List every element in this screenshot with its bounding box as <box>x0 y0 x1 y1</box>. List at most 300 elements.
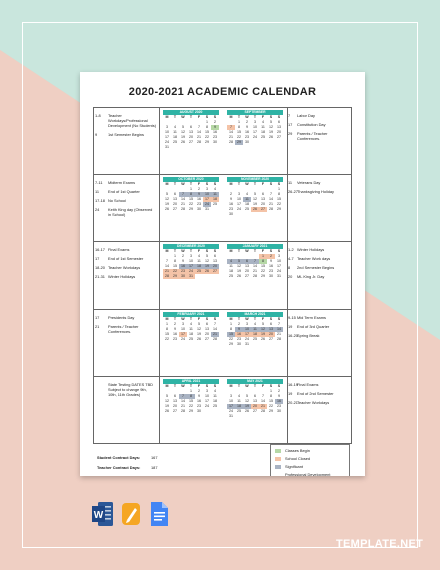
calendar-day[interactable]: 11 <box>189 326 193 331</box>
calendar-day[interactable]: 2 <box>246 120 248 124</box>
calendar-day[interactable]: 5 <box>270 120 272 124</box>
calendar-day[interactable]: 13 <box>269 326 273 331</box>
calendar-day[interactable]: 31 <box>165 145 169 149</box>
calendar-day[interactable]: 6 <box>254 393 256 398</box>
brand-logo[interactable]: TEMPLATE.NET <box>336 538 424 550</box>
calendar-day[interactable]: 19 <box>269 130 273 134</box>
calendar-day[interactable]: 7 <box>214 321 216 326</box>
calendar-day[interactable]: 20 <box>173 403 177 408</box>
calendar-day[interactable]: 28 <box>261 408 265 413</box>
calendar-day[interactable]: 5 <box>246 393 248 398</box>
calendar-day[interactable]: 7 <box>270 192 272 197</box>
calendar-day[interactable]: 8 <box>187 394 195 399</box>
calendar-day[interactable]: 9 <box>235 327 243 332</box>
calendar-day[interactable]: 1 <box>259 254 267 259</box>
calendar-day[interactable]: 29 <box>277 207 281 212</box>
calendar-day[interactable]: 24 <box>277 269 281 274</box>
calendar-day[interactable]: 30 <box>237 341 241 346</box>
calendar-day[interactable]: 5 <box>166 192 168 197</box>
calendar-day[interactable]: 2 <box>198 187 200 192</box>
calendar-day[interactable]: 6 <box>206 321 208 326</box>
calendar-day[interactable]: 17 <box>277 264 281 269</box>
calendar-day[interactable]: 12 <box>269 125 273 129</box>
calendar-day[interactable]: 24 <box>205 403 209 408</box>
calendar-day[interactable]: 6 <box>262 192 264 197</box>
calendar-day[interactable]: 22 <box>205 135 209 139</box>
calendar-day[interactable]: 4 <box>227 259 235 264</box>
calendar-day[interactable]: 13 <box>205 326 209 331</box>
pages-icon[interactable] <box>120 500 142 528</box>
calendar-day[interactable]: 11 <box>173 130 177 134</box>
calendar-day[interactable]: 10 <box>189 259 193 264</box>
calendar-day[interactable]: 27 <box>205 336 209 341</box>
calendar-day[interactable]: 18 <box>261 130 265 134</box>
calendar-day[interactable]: 9 <box>278 393 280 398</box>
calendar-day[interactable]: 23 <box>181 269 185 274</box>
calendar-day[interactable]: 10 <box>205 393 209 398</box>
calendar-day[interactable]: 29 <box>205 140 209 144</box>
calendar-day[interactable]: 12 <box>197 326 201 331</box>
calendar-day[interactable]: 19 <box>237 269 241 274</box>
calendar-day[interactable]: 29 <box>237 140 241 144</box>
calendar-day[interactable]: 29 <box>189 207 193 212</box>
calendar-day[interactable]: 15 <box>277 197 281 202</box>
calendar-day[interactable]: 5 <box>166 393 168 398</box>
calendar-day[interactable]: 30 <box>269 274 273 279</box>
calendar-day[interactable]: 3 <box>166 125 168 129</box>
calendar-day[interactable]: 27 <box>261 207 265 212</box>
calendar-day[interactable]: 6 <box>270 321 272 326</box>
calendar-day[interactable]: 11 <box>237 398 241 403</box>
calendar-day[interactable]: 27 <box>269 336 273 341</box>
calendar-day[interactable]: 3 <box>238 192 240 197</box>
calendar-day[interactable]: 14 <box>253 264 257 269</box>
calendar-day[interactable]: 8 <box>238 125 240 129</box>
calendar-day[interactable]: 10 <box>165 130 169 134</box>
calendar-day[interactable]: 13 <box>245 264 249 269</box>
calendar-day[interactable]: 22 <box>229 336 233 341</box>
calendar-day[interactable]: 20 <box>277 130 281 134</box>
calendar-day[interactable]: 3 <box>206 388 208 393</box>
calendar-day[interactable]: 26 <box>165 207 169 212</box>
calendar-day[interactable]: 30 <box>277 408 281 413</box>
calendar-day[interactable]: 25 <box>245 207 249 212</box>
calendar-day[interactable]: 10 <box>253 125 257 129</box>
calendar-day[interactable]: 30 <box>197 207 201 212</box>
calendar-day[interactable]: 5 <box>254 192 256 197</box>
calendar-day[interactable]: 31 <box>229 413 233 418</box>
calendar-day[interactable]: 4 <box>238 393 240 398</box>
calendar-day[interactable]: 4 <box>214 388 216 393</box>
calendar-day[interactable]: 14 <box>181 197 185 202</box>
calendar-day[interactable]: 21 <box>269 202 273 207</box>
calendar-day[interactable]: 6 <box>174 393 176 398</box>
calendar-day[interactable]: 4 <box>198 254 200 259</box>
calendar-day[interactable]: 4 <box>246 192 248 197</box>
calendar-day[interactable]: 11 <box>213 393 217 398</box>
calendar-day[interactable]: 20 <box>261 202 265 207</box>
calendar-day[interactable]: 4 <box>190 321 192 326</box>
calendar-day[interactable]: 15 <box>165 331 169 336</box>
calendar-day[interactable]: 14 <box>165 264 169 269</box>
calendar-day[interactable]: 21 <box>181 202 185 207</box>
calendar-day[interactable]: 6 <box>278 120 280 124</box>
calendar-day[interactable]: 8 <box>259 259 267 264</box>
calendar-day[interactable]: 17 <box>229 403 233 408</box>
calendar-day[interactable]: 22 <box>165 336 169 341</box>
calendar-day[interactable]: 7 <box>262 393 264 398</box>
calendar-day[interactable]: 12 <box>253 197 257 202</box>
calendar-day[interactable]: 15 <box>173 264 177 269</box>
calendar-day[interactable]: 28 <box>165 274 169 279</box>
calendar-day[interactable]: 24 <box>237 207 241 212</box>
calendar-day[interactable]: 18 <box>229 269 233 274</box>
calendar-day[interactable]: 16 <box>181 264 185 269</box>
calendar-day[interactable]: 14 <box>181 398 185 403</box>
calendar-day[interactable]: 23 <box>229 207 233 212</box>
word-icon[interactable] <box>92 500 114 528</box>
calendar-day[interactable]: 19 <box>245 403 249 408</box>
calendar-day[interactable]: 24 <box>181 336 185 341</box>
calendar-day[interactable]: 29 <box>189 408 193 413</box>
calendar-day[interactable]: 23 <box>269 269 273 274</box>
calendar-day[interactable]: 25 <box>213 403 217 408</box>
calendar-day[interactable]: 19 <box>253 202 257 207</box>
calendar-day[interactable]: 10 <box>181 326 185 331</box>
calendar-day[interactable]: 27 <box>253 408 257 413</box>
calendar-day[interactable]: 1 <box>206 120 208 124</box>
calendar-day[interactable]: 4 <box>262 120 264 124</box>
calendar-day[interactable]: 21 <box>253 269 257 274</box>
calendar-day[interactable]: 10 <box>245 326 249 331</box>
calendar-day[interactable]: 24 <box>165 140 169 144</box>
calendar-day[interactable]: 18 <box>213 197 217 202</box>
calendar-day[interactable]: 9 <box>182 259 184 264</box>
calendar-day[interactable]: 20 <box>253 403 257 408</box>
calendar-day[interactable]: 13 <box>173 398 177 403</box>
calendar-day[interactable]: 22 <box>237 135 241 139</box>
calendar-day[interactable]: 20 <box>189 135 193 139</box>
calendar-day[interactable]: 16 <box>173 331 177 336</box>
calendar-day[interactable]: 26 <box>237 274 241 279</box>
calendar-day[interactable]: 1 <box>270 388 272 393</box>
calendar-day[interactable]: 21 <box>165 269 169 274</box>
calendar-day[interactable]: 29 <box>229 341 233 346</box>
calendar-day[interactable]: 14 <box>213 326 217 331</box>
calendar-day[interactable]: 2 <box>174 321 176 326</box>
calendar-day[interactable]: 30 <box>181 274 185 279</box>
calendar-day[interactable]: 9 <box>174 326 176 331</box>
calendar-day[interactable]: 21 <box>197 135 201 139</box>
calendar-day[interactable]: 8 <box>270 393 272 398</box>
calendar-day[interactable]: 1 <box>190 388 192 393</box>
calendar-day[interactable]: 17 <box>181 331 185 336</box>
calendar-day[interactable]: 19 <box>197 331 201 336</box>
calendar-day[interactable]: 26 <box>269 135 273 139</box>
calendar-day[interactable]: 13 <box>189 130 193 134</box>
calendar-day[interactable]: 15 <box>261 264 265 269</box>
calendar-day[interactable]: 14 <box>269 197 273 202</box>
calendar-day[interactable]: 26 <box>181 140 185 144</box>
calendar-day[interactable]: 25 <box>261 135 265 139</box>
calendar-day[interactable]: 18 <box>189 331 193 336</box>
calendar-day[interactable]: 7 <box>251 259 259 264</box>
calendar-day[interactable]: 7 <box>179 192 187 197</box>
calendar-day[interactable]: 17 <box>205 197 209 202</box>
calendar-day[interactable]: 24 <box>205 202 209 207</box>
calendar-day[interactable]: 25 <box>213 202 217 207</box>
calendar-day[interactable]: 27 <box>213 269 217 274</box>
calendar-day[interactable]: 31 <box>277 274 281 279</box>
calendar-day[interactable]: 25 <box>229 274 233 279</box>
calendar-day[interactable]: 9 <box>211 125 219 130</box>
calendar-day[interactable]: 25 <box>189 336 193 341</box>
calendar-day[interactable]: 1 <box>190 187 192 192</box>
calendar-day[interactable]: 8 <box>166 326 168 331</box>
calendar-day[interactable]: 27 <box>277 135 281 139</box>
calendar-day[interactable]: 20 <box>245 269 249 274</box>
calendar-day[interactable]: 5 <box>235 259 243 264</box>
calendar-day[interactable]: 2 <box>198 388 200 393</box>
calendar-day[interactable]: 13 <box>261 197 265 202</box>
calendar-day[interactable]: 23 <box>245 135 249 139</box>
calendar-day[interactable]: 11 <box>251 327 259 332</box>
calendar-day[interactable]: 16 <box>237 331 241 336</box>
calendar-day[interactable]: 11 <box>197 259 201 264</box>
calendar-day[interactable]: 18 <box>197 264 201 269</box>
calendar-day[interactable]: 16 <box>229 202 233 207</box>
calendar-day[interactable]: 26 <box>261 336 265 341</box>
calendar-day[interactable]: 21 <box>213 331 217 336</box>
calendar-day[interactable]: 21 <box>261 403 265 408</box>
calendar-day[interactable]: 2 <box>278 388 280 393</box>
calendar-day[interactable]: 24 <box>253 135 257 139</box>
calendar-day[interactable]: 12 <box>245 398 249 403</box>
calendar-day[interactable]: 31 <box>245 341 249 346</box>
calendar-day[interactable]: 23 <box>197 403 201 408</box>
calendar-day[interactable]: 10 <box>277 259 281 264</box>
calendar-day[interactable]: 15 <box>189 197 193 202</box>
calendar-day[interactable]: 26 <box>165 408 169 413</box>
calendar-day[interactable]: 22 <box>189 202 193 207</box>
calendar-day[interactable]: 2 <box>214 120 216 124</box>
calendar-day[interactable]: 5 <box>262 321 264 326</box>
calendar-day[interactable]: 22 <box>189 403 193 408</box>
calendar-day[interactable]: 11 <box>229 264 233 269</box>
calendar-day[interactable]: 28 <box>213 336 217 341</box>
calendar-day[interactable]: 11 <box>261 125 265 129</box>
calendar-day[interactable]: 12 <box>165 398 169 403</box>
calendar-day[interactable]: 19 <box>165 202 169 207</box>
calendar-day[interactable]: 7 <box>227 125 235 130</box>
calendar-day[interactable]: 7 <box>166 259 168 264</box>
calendar-day[interactable]: 17 <box>237 202 241 207</box>
calendar-day[interactable]: 20 <box>173 202 177 207</box>
calendar-day[interactable]: 22 <box>277 202 281 207</box>
calendar-day[interactable]: 7 <box>278 321 280 326</box>
calendar-day[interactable]: 14 <box>261 398 265 403</box>
calendar-day[interactable]: 13 <box>173 197 177 202</box>
calendar-day[interactable]: 16 <box>197 197 201 202</box>
calendar-day[interactable]: 8 <box>206 125 208 129</box>
calendar-day[interactable]: 23 <box>173 336 177 341</box>
calendar-day[interactable]: 17 <box>253 130 257 134</box>
calendar-day[interactable]: 28 <box>253 274 257 279</box>
calendar-day[interactable]: 22 <box>269 403 273 408</box>
calendar-day[interactable]: 23 <box>197 202 201 207</box>
calendar-day[interactable]: 29 <box>269 408 273 413</box>
calendar-day[interactable]: 19 <box>205 264 209 269</box>
calendar-day[interactable]: 13 <box>277 125 281 129</box>
calendar-day[interactable]: 4 <box>174 125 176 129</box>
calendar-day[interactable]: 28 <box>269 207 273 212</box>
calendar-day[interactable]: 8 <box>174 259 176 264</box>
calendar-day[interactable]: 1 <box>174 254 176 259</box>
calendar-day[interactable]: 14 <box>197 130 201 134</box>
calendar-day[interactable]: 25 <box>237 408 241 413</box>
calendar-day[interactable]: 27 <box>245 274 249 279</box>
calendar-day[interactable]: 3 <box>190 254 192 259</box>
calendar-day[interactable]: 26 <box>253 207 257 212</box>
calendar-day[interactable]: 17 <box>205 398 209 403</box>
calendar-day[interactable]: 27 <box>173 207 177 212</box>
calendar-day[interactable]: 17 <box>165 135 169 139</box>
calendar-day[interactable]: 28 <box>197 140 201 144</box>
calendar-day[interactable]: 12 <box>261 326 265 331</box>
calendar-day[interactable]: 28 <box>181 408 185 413</box>
calendar-day[interactable]: 15 <box>269 398 273 403</box>
calendar-day[interactable]: 19 <box>165 403 169 408</box>
calendar-day[interactable]: 17 <box>245 331 249 336</box>
calendar-day[interactable]: 20 <box>213 264 217 269</box>
calendar-day[interactable]: 3 <box>246 321 248 326</box>
calendar-day[interactable]: 11 <box>211 192 219 197</box>
calendar-day[interactable]: 9 <box>270 259 272 264</box>
calendar-day[interactable]: 5 <box>206 254 208 259</box>
calendar-day[interactable]: 23 <box>237 336 241 341</box>
calendar-day[interactable]: 18 <box>253 331 257 336</box>
calendar-day[interactable]: 28 <box>229 140 233 144</box>
calendar-day[interactable]: 18 <box>245 202 249 207</box>
calendar-day[interactable]: 9 <box>195 192 203 197</box>
calendar-day[interactable]: 27 <box>173 408 177 413</box>
calendar-day[interactable]: 31 <box>205 207 209 212</box>
calendar-day[interactable]: 20 <box>269 331 273 336</box>
calendar-day[interactable]: 28 <box>277 336 281 341</box>
calendar-day[interactable]: 12 <box>237 264 241 269</box>
calendar-day[interactable]: 9 <box>198 393 200 398</box>
calendar-day[interactable]: 2 <box>238 321 240 326</box>
calendar-day[interactable]: 1 <box>166 321 168 326</box>
calendar-day[interactable]: 9 <box>246 125 248 129</box>
calendar-day[interactable]: 12 <box>165 197 169 202</box>
calendar-day[interactable]: 3 <box>230 393 232 398</box>
calendar-day[interactable]: 10 <box>229 398 233 403</box>
calendar-day[interactable]: 14 <box>277 326 281 331</box>
calendar-day[interactable]: 25 <box>173 140 177 144</box>
calendar-day[interactable]: 6 <box>243 259 251 264</box>
calendar-day[interactable]: 23 <box>213 135 217 139</box>
calendar-day[interactable]: 14 <box>229 130 233 134</box>
calendar-day[interactable]: 2 <box>182 254 184 259</box>
calendar-day[interactable]: 30 <box>197 408 201 413</box>
calendar-day[interactable]: 2 <box>230 192 232 197</box>
docs-icon[interactable] <box>148 500 170 528</box>
calendar-day[interactable]: 15 <box>205 130 209 134</box>
calendar-day[interactable]: 25 <box>253 336 257 341</box>
calendar-day[interactable]: 25 <box>197 269 201 274</box>
calendar-day[interactable]: 29 <box>261 274 265 279</box>
calendar-day[interactable]: 24 <box>245 336 249 341</box>
calendar-day[interactable]: 18 <box>173 135 177 139</box>
calendar-day[interactable]: 18 <box>237 403 241 408</box>
calendar-day[interactable]: 2 <box>267 254 275 259</box>
calendar-day[interactable]: 10 <box>237 197 241 202</box>
calendar-day[interactable]: 19 <box>261 331 265 336</box>
calendar-day[interactable]: 6 <box>214 254 216 259</box>
calendar-day[interactable]: 4 <box>254 321 256 326</box>
calendar-day[interactable]: 16 <box>213 130 217 134</box>
calendar-day[interactable]: 18 <box>213 398 217 403</box>
calendar-day[interactable]: 5 <box>182 125 184 129</box>
calendar-day[interactable]: 6 <box>190 125 192 129</box>
calendar-day[interactable]: 3 <box>278 254 280 259</box>
calendar-day[interactable]: 12 <box>181 130 185 134</box>
calendar-day[interactable]: 16 <box>269 264 273 269</box>
calendar-day[interactable]: 27 <box>189 140 193 144</box>
calendar-day[interactable]: 21 <box>181 403 185 408</box>
calendar-day[interactable]: 3 <box>182 321 184 326</box>
calendar-day[interactable]: 30 <box>213 140 217 144</box>
calendar-day[interactable]: 1 <box>238 120 240 124</box>
calendar-day[interactable]: 8 <box>278 192 280 197</box>
calendar-day[interactable]: 16 <box>245 130 249 134</box>
calendar-day[interactable]: 16 <box>197 398 201 403</box>
calendar-day[interactable]: 15 <box>229 331 233 336</box>
calendar-day[interactable]: 20 <box>205 331 209 336</box>
calendar-day[interactable]: 3 <box>254 120 256 124</box>
calendar-day[interactable]: 22 <box>173 269 177 274</box>
calendar-day[interactable]: 1 <box>230 321 232 326</box>
calendar-day[interactable]: 1 <box>278 187 280 192</box>
calendar-day[interactable]: 29 <box>173 274 177 279</box>
calendar-day[interactable]: 10 <box>205 192 209 197</box>
calendar-day[interactable]: 3 <box>206 187 208 192</box>
calendar-day[interactable]: 31 <box>189 274 193 279</box>
calendar-day[interactable]: 6 <box>174 192 176 197</box>
calendar-day[interactable]: 19 <box>181 135 185 139</box>
calendar-day[interactable]: 17 <box>189 264 193 269</box>
calendar-day[interactable]: 11 <box>243 197 251 202</box>
calendar-day[interactable]: 24 <box>229 408 233 413</box>
calendar-day[interactable]: 22 <box>261 269 265 274</box>
calendar-day[interactable]: 15 <box>237 130 241 134</box>
calendar-day[interactable]: 16 <box>277 398 281 403</box>
calendar-day[interactable]: 7 <box>198 125 200 129</box>
calendar-day[interactable]: 4 <box>214 187 216 192</box>
calendar-day[interactable]: 30 <box>245 140 249 144</box>
calendar-day[interactable]: 21 <box>229 135 233 139</box>
calendar-day[interactable]: 7 <box>179 394 187 399</box>
calendar-day[interactable]: 13 <box>213 259 217 264</box>
calendar-day[interactable]: 5 <box>198 321 200 326</box>
calendar-day[interactable]: 8 <box>187 192 195 197</box>
calendar-day[interactable]: 21 <box>277 331 281 336</box>
calendar-day[interactable]: 24 <box>189 269 193 274</box>
calendar-day[interactable]: 15 <box>189 398 193 403</box>
calendar-day[interactable]: 23 <box>277 403 281 408</box>
calendar-day[interactable]: 8 <box>230 326 232 331</box>
